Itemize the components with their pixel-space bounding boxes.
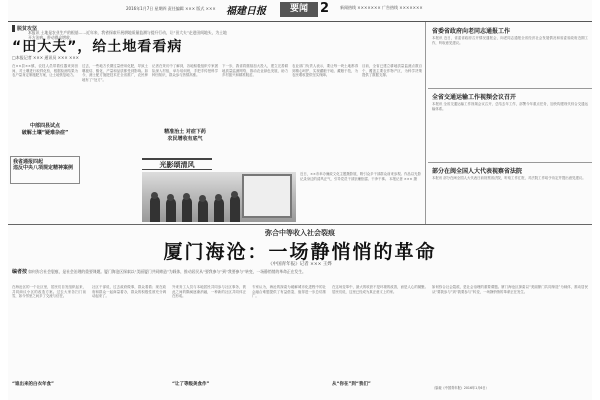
feature-column-3: 外来务工人员与本地居民共同参与社区事务，彼此之间的隔阂逐渐消融，一种新的社区共同体正在形成。 <box>172 285 246 298</box>
feature-subhead-2: “让了等级美食作” <box>172 382 210 387</box>
right-headline-1: 省委省政府向老同志通报工作 <box>432 28 511 35</box>
right-article-2: 本报讯 全省交通运输工作视频会议召开，总结去年工作，部署今年重点任务，加快构建现代综合交通运输体系。 <box>432 102 588 111</box>
exhibit-wall <box>242 174 292 218</box>
feature-column-4: 专家认为，海沧的探索为破解城市化进程中的社会融合难题提供了有益借鉴，值得进一步总结推广。 <box>252 285 326 298</box>
page-number: 2 <box>320 1 330 16</box>
lead-column-1: 在××县××镇，农技人员带着仪器来到田间，对土壤进行取样化验，根据检测结果为农户量身定制施肥方案，让土地恢复地力。 <box>12 64 78 77</box>
person-head <box>215 194 222 201</box>
feature-column-6: 如何弥合社会裂痕，是社会治理的重要课题。厦门海沧区探索以“美丽厦门共同缔造”为载体，推动居民从“要我参与”到“我要参与”转变，一场静悄悄的革命正在发生。 <box>432 285 588 294</box>
feature-column-5: 在这场变革中，最大的收获不是环境的改善，而是人心的凝聚。居民们说，这里已经成为真正意义上的家。 <box>332 285 428 294</box>
person-figure <box>214 198 224 222</box>
feature-byline: 《中国青年报》记者 ××× 王烨 <box>268 262 332 267</box>
person-head <box>167 194 174 201</box>
person-head <box>151 192 158 199</box>
right-news-column <box>428 22 592 224</box>
person-head <box>199 195 206 202</box>
lead-column-2: 过去，一些地方长期过量使用化肥，导致土壤板结、酸化，产量和品质都受到影响。如今，测土配方施肥技术在全省推广，农民种地有了“处方”。 <box>82 64 148 82</box>
masthead <box>8 0 592 22</box>
issue-date: 2016年1月7日 星期四 责任编辑 ××× 版式 ××× <box>126 6 216 11</box>
right-article-3: 本报讯 部分在闽全国人大代表日前视察省法院，听取工作汇报，对法院工作给予肯定并提出意见建议。 <box>432 176 586 180</box>
lead-column-5: 农业部门负责人表示，要让每一块土地都得到精心呵护，实现藏粮于地、藏粮于技，为农民增收提供坚实保障。 <box>292 64 358 77</box>
photo-caption: 近日，××市举办廉政文化主题摄影展，吸引众多干部群众前来参观。作品以光影记录身边的清风正气，引导党员干部崇廉拒腐、干净干事。 本报记者 ××× 摄 <box>300 172 421 181</box>
editor-note-text: 如何弥合社会裂痕，是社会治理的重要课题。厦门海沧区探索以“美丽厦门共同缔造”为载体，推动居民从“要我参与”到“我要参与”转变，一场静悄悄的革命正在发生。 <box>28 269 306 274</box>
right-headline-2: 全省交通运输工作视频会议召开 <box>432 94 517 101</box>
lead-byline: □本报记者 ××× 通讯员 ××× ××× <box>12 55 80 60</box>
newspaper-page <box>8 0 592 400</box>
feature-subhead-3: 从“你在”到“我们” <box>332 382 371 387</box>
feature-column-2: 社区干部说，过去政府做事，群众看着；现在政府和群众一起商量着办，群众的积极性被充分调动起来了。 <box>92 285 166 298</box>
feature-footnote: （原载《中国青年报》2016年1月6日） <box>432 386 489 390</box>
person-figure <box>166 198 176 222</box>
person-figure <box>150 196 160 222</box>
photo-banner: 光影颂清风 <box>142 158 212 170</box>
lead-kicker: 脱贫攻坚 <box>12 25 37 32</box>
right-headline-3: 部分在闽全国人大代表视察省法院 <box>432 168 523 175</box>
feature-headline: 厦门海沧：一场静悄悄的革命 <box>163 241 437 263</box>
masthead-info: 新闻热线 ××××××× 广告热线 ××××××× <box>340 5 423 10</box>
news-photo <box>142 172 296 222</box>
feature-story <box>8 224 592 400</box>
case-notice-title: 我省通报四起 违反中央八项规定精神案例 <box>13 159 74 171</box>
lead-subhead-2: 精准治土 对症下药 农民增收有底气 <box>164 129 206 142</box>
feature-subhead-1: “谁出来的白衣年食” <box>12 382 54 387</box>
lead-intro: 本报讯 土地是农业生产的根基……近年来，我省探索开展耕地质量监测与提升行动，让“田大夫”走进田间地头，为土地开方治病，带动群众增收。 <box>28 30 227 40</box>
right-article-1: 本报讯 近日，省委省政府召开情况通报会，向老同志通报全省经济社会发展情况和省委省政府近期工作，听取意见建议。 <box>432 36 588 45</box>
person-head <box>231 191 238 198</box>
editor-note-label: 编者按 <box>12 269 28 275</box>
lead-column-4: 下一步，我省将继续加大投入，建立完善耕地质量监测网络，推动农业绿色发展，助力乡村振兴和精准脱贫。 <box>222 64 288 77</box>
section-label: 要闻 <box>280 2 318 17</box>
person-figure <box>230 195 240 222</box>
divider <box>428 88 592 89</box>
feature-column-1: 在海沧区的一个社区里，居民们自发组织起来，共同商议小区的改造方案。过去大家各扫门前雪，如今邻里之间多了交流与信任。 <box>12 285 86 298</box>
person-head <box>183 193 190 200</box>
case-notice-box <box>10 156 80 184</box>
person-figure <box>198 199 208 222</box>
lead-column-6: 目前，全省已建立耕地质量监测点数百个，覆盖主要农作物产区，为科学决策提供了数据支撑。 <box>362 64 422 77</box>
editor-note <box>12 269 412 275</box>
person-figure <box>182 197 192 222</box>
lead-column-3: 记者在采访中了解到，各地积极组织专家团队深入村组，举办培训班，手把手传授科学种田知识，群众参与热情高涨。 <box>152 64 218 77</box>
lead-headline: “田大夫”，给土地看看病 <box>12 39 183 55</box>
divider <box>428 162 592 163</box>
lead-subhead-1: 中部四县试点 破解土壤“疑难杂症” <box>21 123 69 136</box>
paper-name: 福建日报 <box>226 6 266 17</box>
feature-overline: 弥合中等收入社会裂痕 <box>265 228 335 237</box>
